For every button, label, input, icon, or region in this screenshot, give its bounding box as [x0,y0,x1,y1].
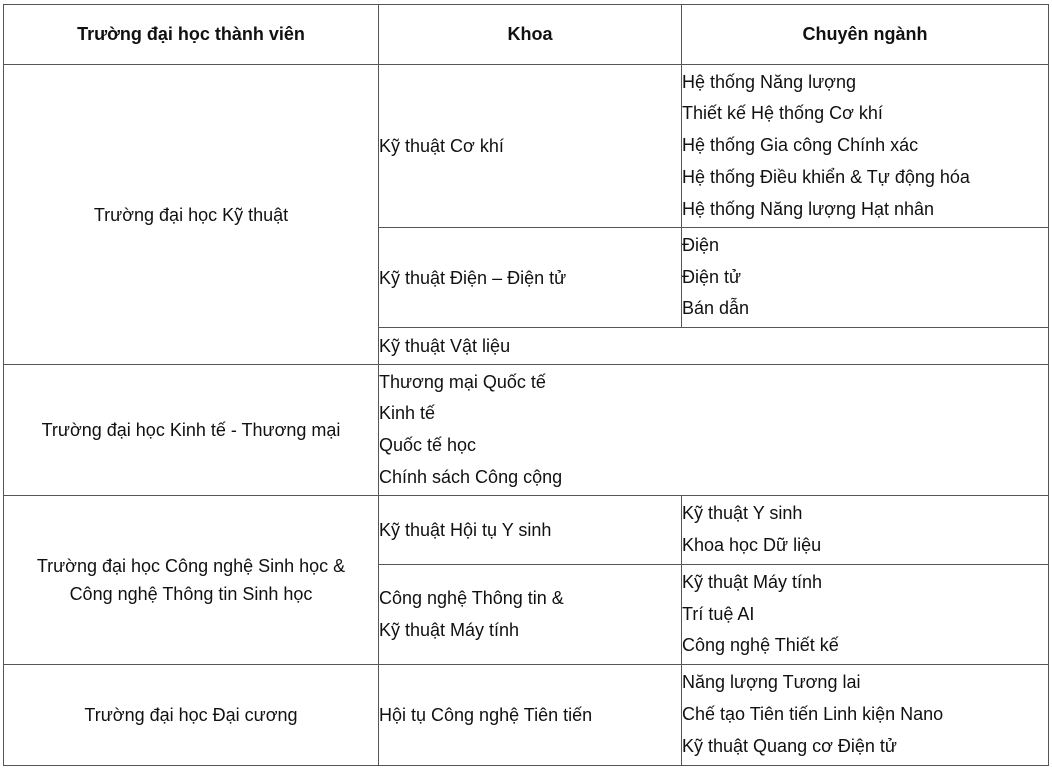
faculty-item: Thương mại Quốc tế [379,371,546,392]
school-cell [4,496,379,665]
major-item: Công nghệ Thiết kế [682,635,839,656]
faculty-cell: Hội tụ Công nghệ Tiên tiến [379,665,682,766]
faculty-item: Kinh tế [379,403,436,424]
majors-cell [682,65,1049,228]
table-row [4,365,1049,496]
major-item: Hệ thống Điều khiển & Tự động hóa [682,166,970,187]
school-cell: Trường đại học Kỹ thuật [4,65,379,365]
faculty-item: Chính sách Công cộng [379,466,563,487]
major-item: Bán dẫn [682,298,750,319]
major-item: Hệ thống Năng lượng Hạt nhân [682,198,935,219]
majors-cell [682,228,1049,328]
major-item: Hệ thống Gia công Chính xác [682,135,919,156]
faculty-cell: Kỹ thuật Vật liệu [379,328,1049,365]
majors-cell [682,665,1049,766]
university-structure-table [3,4,1049,766]
major-item: Khoa học Dữ liệu [682,535,822,555]
faculty-cell: Kỹ thuật Điện – Điện tử [379,228,682,328]
faculty-cell: Kỹ thuật Hội tụ Y sinh [379,496,682,565]
school-cell: Trường đại học Kinh tế - Thương mại [4,365,379,496]
major-item: Hệ thống Năng lượng [682,71,856,92]
major-item: Thiết kế Hệ thống Cơ khí [682,103,883,124]
header-faculty: Khoa [379,5,682,65]
header-school: Trường đại học thành viên [4,5,379,65]
faculty-cell [379,565,682,665]
major-item: Năng lượng Tương lai [682,672,861,693]
school-name-line: Công nghệ Thông tin Sinh học [69,584,313,604]
table-row [4,65,1049,228]
faculty-name-line: Kỹ thuật Máy tính [379,619,520,640]
table-row [4,665,1049,766]
majors-cell [682,565,1049,665]
major-item: Kỹ thuật Quang cơ Điện tử [682,735,897,756]
faculty-item: Quốc tế học [379,435,477,455]
table-header-row [4,5,1049,65]
major-item: Điện tử [682,266,742,287]
major-item: Điện [682,234,720,255]
major-item: Kỹ thuật Máy tính [682,571,823,592]
faculty-name-line: Công nghệ Thông tin & [379,587,564,608]
majors-cell [682,496,1049,565]
major-item: Kỹ thuật Y sinh [682,503,803,524]
header-major: Chuyên ngành [682,5,1049,65]
school-name-line: Trường đại học Công nghệ Sinh học & [36,556,346,576]
school-cell: Trường đại học Đại cương [4,665,379,766]
major-item: Trí tuệ AI [682,603,755,624]
faculty-cell: Kỹ thuật Cơ khí [379,65,682,228]
major-item: Chế tạo Tiên tiến Linh kiện Nano [682,704,944,725]
faculty-list-cell [379,365,1049,496]
table-row [4,496,1049,565]
